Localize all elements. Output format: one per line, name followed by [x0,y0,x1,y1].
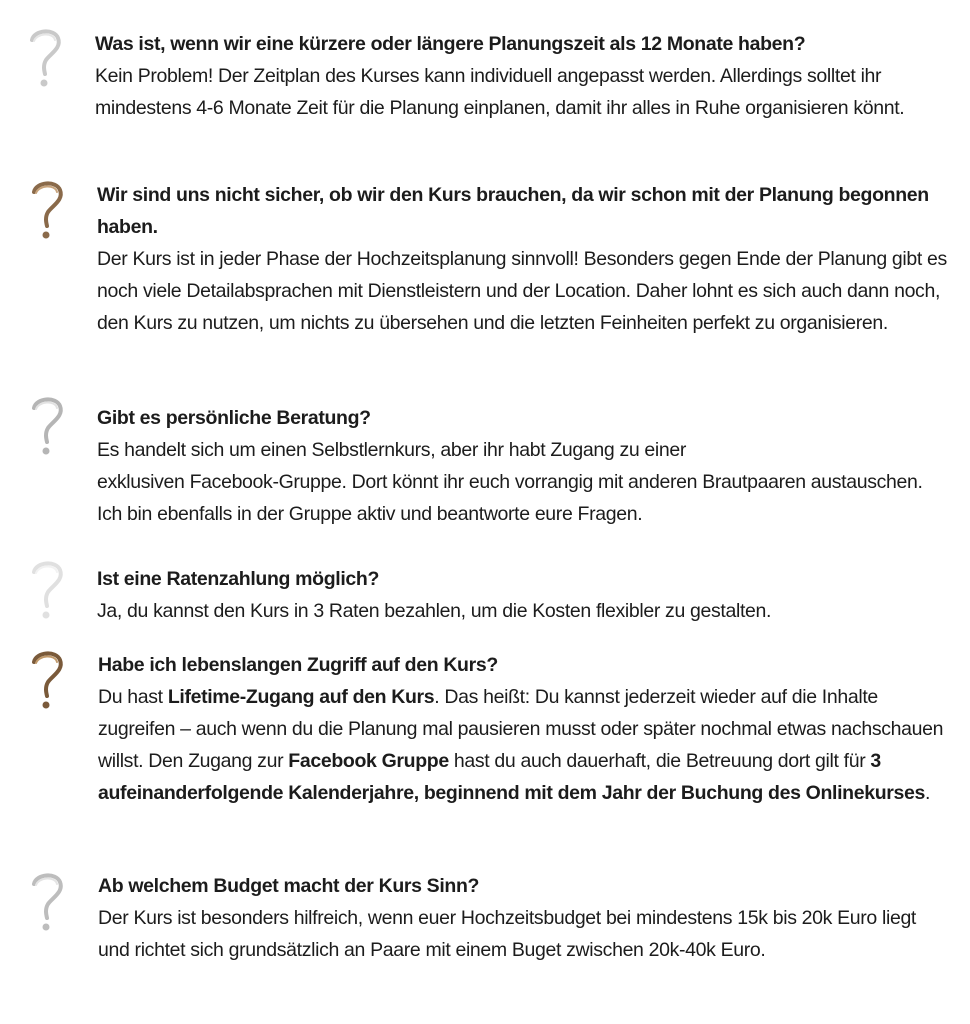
question-mark-icon [22,556,72,622]
faq-question: Habe ich lebenslangen Zugriff auf den Kurs? [98,654,498,676]
faq-answer-line: Es handelt sich um einen Selbstlernkurs, aber ihr habt Zugang zu einer [97,439,687,461]
question-mark-icon [20,24,70,90]
faq-answer: Du hast Lifetime-Zugang auf den Kurs. Das heißt: Du kannst jederzeit wieder auf die Inhalte zugreifen – auch wenn du die Planung mal pausieren musst oder später nochmal etwas nachschauen willst. Den Zugang zur Facebook Gruppe hast du auch dauerhaft, die Betreuung dort gilt für 3 aufeinanderfolgende Kalenderjahre, beginnend mit dem Jahr der Buchung des Onlinekurses. [98,686,944,804]
faq-question: Wir sind uns nicht sicher, ob wir den Kurs brauchen, da wir schon mit der Planung begonnen haben. [97,184,929,238]
faq-answer: Der Kurs ist in jeder Phase der Hochzeitsplanung sinnvoll! Besonders gegen Ende der Planung gibt es noch viele Detailabsprachen mit Dienstleistern und der Location. Daher lohnt es sich auch dann noch, den Kurs zu nutzen, um nichts zu übersehen und die letzten Feinheiten perfekt zu organisieren. [97,248,947,334]
question-mark-icon [22,392,72,458]
faq-answer-line: exklusiven Facebook-Gruppe. Dort könnt ihr euch vorrangig mit anderen Brautpaaren austauschen. Ich bin ebenfalls in der Gruppe aktiv und beantworte eure Fragen. [97,471,923,525]
faq-answer: Ja, du kannst den Kurs in 3 Raten bezahlen, um die Kosten flexibler zu gestalten. [97,600,772,622]
emphasis-lifetime: Lifetime-Zugang auf den Kurs [167,686,435,708]
faq-answer: Der Kurs ist besonders hilfreich, wenn euer Hochzeitsbudget bei mindestens 15k bis 20k Euro liegt und richtet sich grundsätzlich an Paare mit einem Buget zwischen 20k-40k Euro. [98,907,917,961]
faq-question: Was ist, wenn wir eine kürzere oder längere Planungszeit als 12 Monate haben? [95,33,806,55]
question-mark-icon [22,176,72,242]
emphasis-facebook-group: Facebook Gruppe [288,750,449,772]
faq-question: Ab welchem Budget macht der Kurs Sinn? [98,875,480,897]
question-mark-icon [22,868,72,934]
question-mark-icon [22,646,72,712]
faq-question: Ist eine Ratenzahlung möglich? [97,568,380,590]
faq-question: Gibt es persönliche Beratung? [97,407,371,429]
emphasis-calendar-years: 3 aufeinanderfolgende Kalenderjahre, beginnend mit dem Jahr der Buchung des Onlinekurses [98,750,925,804]
faq-answer: Kein Problem! Der Zeitplan des Kurses kann individuell angepasst werden. Allerdings solltet ihr mindestens 4-6 Monate Zeit für die Planung einplanen, damit ihr alles in Ruhe organisieren könnt. [95,65,905,119]
